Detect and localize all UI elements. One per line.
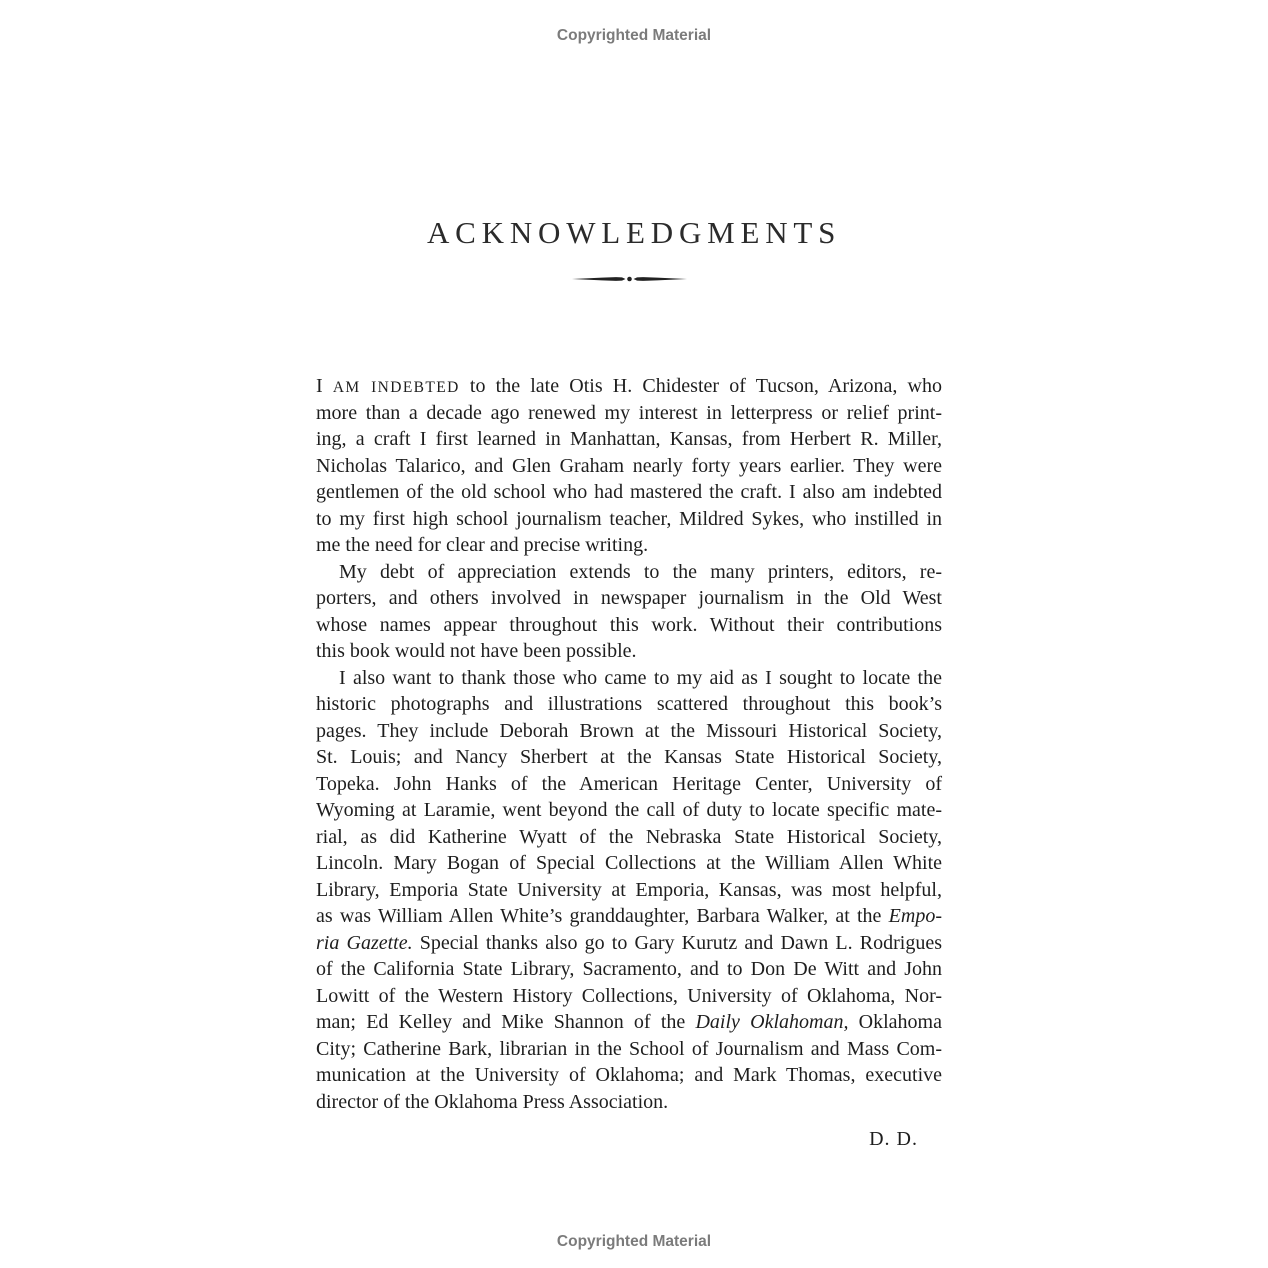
text-line: St. Louis; and Nancy Sherbert at the Kansas State Historical Society, xyxy=(316,746,942,768)
ornament-center-dot xyxy=(627,277,632,282)
text-line: ing, a craft I first learned in Manhattan, Kansas, from Herbert R. Miller, xyxy=(316,428,942,450)
text-line: gentlemen of the old school who had mastered the craft. I also am indebted xyxy=(316,481,942,503)
text-line: I also want to thank those who came to my aid as I sought to locate the xyxy=(339,666,942,689)
text-line: historic photographs and illustrations scattered throughout this book’s xyxy=(316,693,942,715)
text-line: more than a decade ago renewed my interest in letterpress or relief print- xyxy=(316,401,942,424)
text-line: Library, Emporia State University at Emporia, Kansas, was most helpful, xyxy=(316,878,942,901)
line-text: Oklahoma xyxy=(848,1011,942,1033)
text-line xyxy=(316,1009,942,1036)
text-line: Nicholas Talarico, and Glen Graham nearly forty years earlier. They were xyxy=(316,454,942,477)
text-line xyxy=(316,930,942,957)
text-line: Lowitt of the Western History Collections, University of Oklahoma, Nor- xyxy=(316,984,942,1007)
italic-newspaper-title: Daily Oklahoman, xyxy=(695,1011,849,1033)
text-line: this book would not have been possible. xyxy=(316,640,637,662)
paragraph-2 xyxy=(316,559,942,665)
line-text: man; Ed Kelley and Mike Shannon of the xyxy=(316,1011,696,1033)
text-line: Lincoln. Mary Bogan of Special Collections at the William Allen White xyxy=(316,852,942,874)
lead-in-small-caps: AM INDEBTED xyxy=(332,379,460,396)
paragraph-1 xyxy=(316,373,942,559)
lead-in-initial: I xyxy=(316,375,323,397)
text-line: to my first high school journalism teacher, Mildred Sykes, who instilled in xyxy=(316,507,942,530)
text-line: Topeka. John Hanks of the American Heritage Center, University of xyxy=(316,772,942,795)
text-line: porters, and others involved in newspaper journalism in the Old West xyxy=(316,587,942,609)
fleuron-divider-icon xyxy=(572,274,687,284)
ornament-left-stroke xyxy=(572,277,626,281)
text-line: My debt of appreciation extends to the many printers, editors, re- xyxy=(339,560,942,583)
text-line: munication at the University of Oklahoma; and Mark Thomas, executive xyxy=(316,1064,942,1086)
text-line: City; Catherine Bark, librarian in the School of Journalism and Mass Com- xyxy=(316,1037,942,1060)
italic-title-fragment: Empo- xyxy=(888,905,942,927)
text-line: Wyoming at Laramie, went beyond the call of duty to locate specific mate- xyxy=(316,799,942,821)
copyright-watermark-top: Copyrighted Material xyxy=(556,27,712,44)
line-text: as was William Allen White’s granddaughter, Barbara Walker, at the xyxy=(316,905,889,927)
paragraph-3 xyxy=(316,665,942,1116)
text-line xyxy=(316,373,942,400)
italic-title-fragment: ria Gazette. xyxy=(316,931,413,954)
text-line: whose names appear throughout this work. Without their contributions xyxy=(316,613,942,636)
text-line: of the California State Library, Sacramento, and to Don De Witt and John xyxy=(316,958,942,980)
text-line: me the need for clear and precise writing. xyxy=(316,534,649,556)
ornament-right-stroke xyxy=(634,277,688,281)
line-text: to the late Otis H. Chidester of Tucson, Arizona, who xyxy=(459,375,942,397)
copyright-watermark-bottom: Copyrighted Material xyxy=(556,1233,712,1250)
acknowledgments-body xyxy=(316,373,942,1115)
text-line xyxy=(316,903,942,930)
text-line: pages. They include Deborah Brown at the Missouri Historical Society, xyxy=(316,719,942,742)
text-line: rial, as did Katherine Wyatt of the Nebraska State Historical Society, xyxy=(316,825,942,848)
page-title: ACKNOWLEDGMENTS xyxy=(427,215,842,250)
author-initials: D. D. xyxy=(869,1128,918,1150)
line-text: Special thanks also go to Gary Kurutz and Dawn L. Rodrigues xyxy=(412,931,942,954)
text-line: director of the Oklahoma Press Association. xyxy=(316,1090,669,1113)
